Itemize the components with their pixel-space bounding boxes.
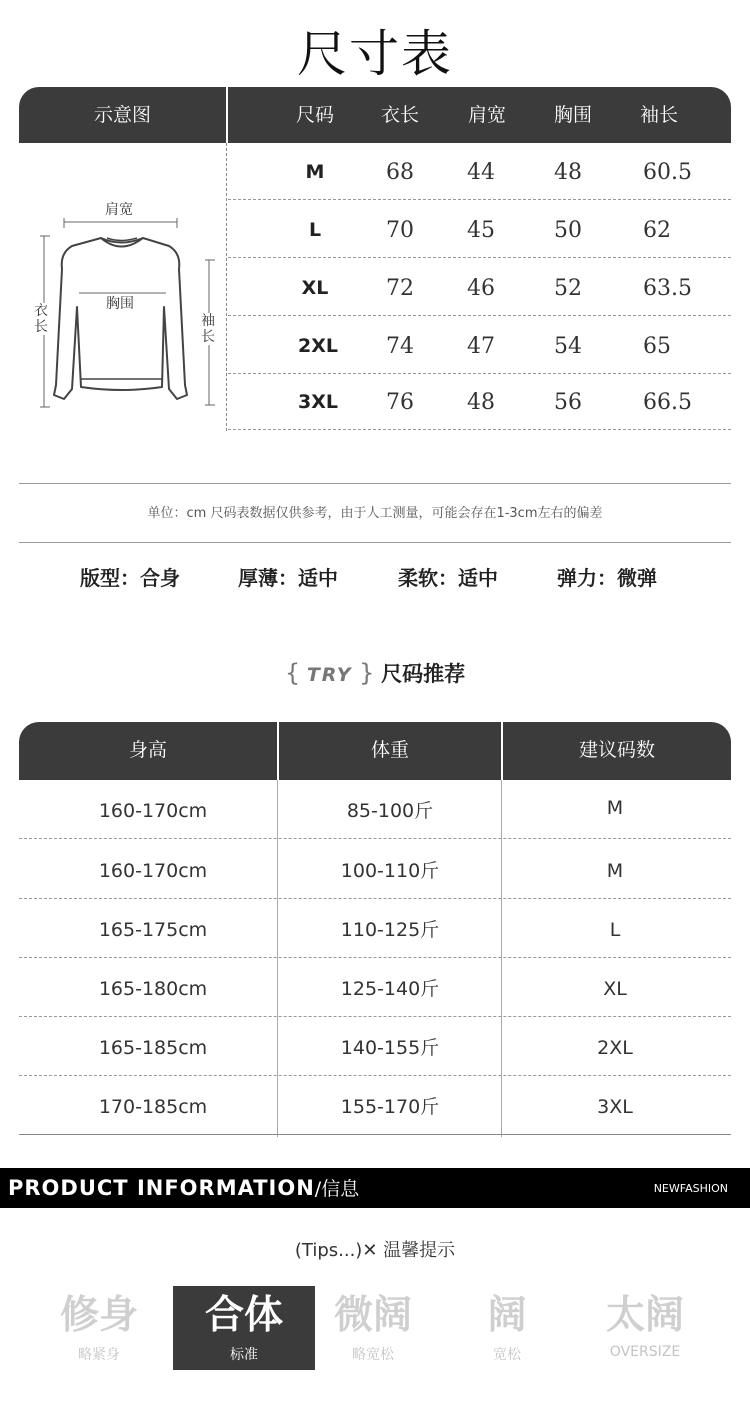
weight-cell: 100-110斤 — [340, 860, 440, 882]
size-row — [228, 143, 731, 200]
size-chart — [19, 87, 731, 431]
height-cell: 165-185cm — [98, 1037, 208, 1059]
table-row — [19, 840, 731, 899]
sleeve-cell: 60.5 — [643, 160, 692, 185]
chest-label: 胸围 — [106, 296, 134, 312]
banner-title — [8, 1168, 359, 1209]
table-row — [19, 1076, 731, 1135]
size-row — [228, 259, 731, 316]
size-chart-header — [19, 87, 731, 143]
size-cell: M — [305, 161, 325, 183]
shoulder-cell: 44 — [467, 160, 495, 185]
header-size: 尺码 — [295, 104, 334, 126]
weight-cell: 110-125斤 — [340, 919, 440, 941]
size-row — [228, 373, 731, 430]
shoulder-cell: 48 — [467, 390, 495, 415]
fit-name: 阔 — [487, 1293, 527, 1338]
shoulder-cell: 46 — [467, 276, 495, 301]
header-length: 衣长 — [380, 104, 419, 126]
table-row — [19, 780, 731, 839]
tips-heading: (Tips...)✕ 温馨提示 — [294, 1240, 456, 1261]
header-chest: 胸围 — [553, 104, 592, 126]
length-cell: 76 — [386, 390, 414, 415]
fit-option-slim — [28, 1286, 170, 1370]
recommend-header — [19, 722, 731, 780]
weight-cell: 155-170斤 — [340, 1096, 440, 1118]
page-title: 尺寸表 — [297, 25, 453, 83]
header-suggested-size: 建议码数 — [578, 739, 655, 761]
chest-cell: 56 — [554, 390, 582, 415]
fit-option-oversize — [574, 1286, 716, 1370]
size-row — [228, 317, 731, 374]
shoulder-cell: 47 — [467, 334, 495, 359]
size-cell: L — [609, 919, 621, 941]
attr-fit: 版型：合身 — [80, 566, 180, 590]
size-cell: M — [606, 797, 624, 819]
fit-option-relaxed — [302, 1286, 444, 1370]
brace-close: } — [359, 659, 375, 687]
sleeve-cell: 66.5 — [643, 390, 692, 415]
divider-line — [19, 542, 731, 543]
sweatshirt-diagram — [19, 143, 226, 431]
banner-title-cn: /信息 — [314, 1178, 360, 1200]
sleeve-cell: 62 — [643, 218, 671, 243]
height-cell: 165-180cm — [98, 978, 208, 1000]
fit-name: 微阔 — [333, 1293, 412, 1338]
header-sleeve: 袖长 — [639, 104, 678, 126]
measurement-note: 单位：cm 尺码表数据仅供参考，由于人工测量，可能会存在1-3cm左右的偏差 — [147, 506, 603, 521]
height-cell: 170-185cm — [98, 1096, 208, 1118]
attr-thickness: 厚薄：适中 — [238, 566, 338, 590]
fit-desc: 宽松 — [493, 1347, 521, 1363]
table-row — [19, 958, 731, 1017]
header-shoulder: 肩宽 — [467, 104, 506, 126]
height-cell: 165-175cm — [98, 919, 208, 941]
chest-cell: 54 — [554, 334, 582, 359]
size-cell: XL — [603, 978, 627, 1000]
size-cell: 2XL — [597, 1037, 633, 1059]
length-cell: 68 — [386, 160, 414, 185]
length-cell: 70 — [386, 218, 414, 243]
try-heading — [0, 658, 750, 688]
weight-cell: 85-100斤 — [346, 800, 434, 822]
header-divider — [226, 87, 228, 143]
sleeve-cell: 65 — [643, 334, 671, 359]
size-cell: M — [606, 860, 624, 882]
diagram-divider — [226, 143, 227, 431]
height-cell: 160-170cm — [98, 860, 208, 882]
divider-line — [19, 483, 731, 484]
chest-cell: 52 — [554, 276, 582, 301]
size-cell: XL — [301, 277, 329, 299]
fit-name: 太阔 — [605, 1293, 684, 1338]
attr-softness: 柔软：适中 — [398, 566, 498, 590]
weight-cell: 140-155斤 — [340, 1037, 440, 1059]
header-weight: 体重 — [370, 739, 409, 761]
header-height: 身高 — [128, 739, 167, 761]
weight-cell: 125-140斤 — [340, 978, 440, 1000]
sweatshirt-icon — [19, 143, 226, 431]
size-cell: L — [308, 219, 322, 241]
brace-open: { — [284, 659, 301, 687]
fit-desc: 标准 — [230, 1347, 258, 1363]
size-cell: 3XL — [597, 1096, 633, 1118]
table-row — [19, 1017, 731, 1076]
fit-desc: OVERSIZE — [609, 1344, 681, 1360]
height-cell: 160-170cm — [98, 800, 208, 822]
fit-option-loose — [436, 1286, 578, 1370]
product-info-banner — [0, 1168, 750, 1208]
length-cell: 72 — [386, 276, 414, 301]
size-row — [228, 201, 731, 258]
recommend-title: 尺码推荐 — [381, 662, 466, 686]
shoulder-label: 肩宽 — [105, 202, 133, 218]
banner-title-en: PRODUCT INFORMATION — [8, 1176, 315, 1200]
attributes-row — [0, 562, 750, 592]
shoulder-cell: 45 — [467, 218, 495, 243]
table-row — [19, 899, 731, 958]
chest-cell: 48 — [554, 160, 582, 185]
try-word: TRY — [306, 664, 353, 686]
size-cell: 3XL — [298, 391, 338, 413]
attr-elasticity: 弹力：微弹 — [557, 566, 657, 590]
length-label: 衣长 — [34, 303, 48, 335]
banner-brand: NEWFASHION — [653, 1182, 728, 1195]
fit-name: 修身 — [59, 1293, 138, 1338]
size-cell: 2XL — [298, 335, 338, 357]
length-cell: 74 — [386, 334, 414, 359]
chest-cell: 50 — [554, 218, 582, 243]
sleeve-cell: 63.5 — [643, 276, 692, 301]
fit-option-regular — [173, 1286, 315, 1370]
fit-desc: 略宽松 — [352, 1347, 394, 1363]
fit-name: 合体 — [204, 1293, 283, 1338]
header-diagram: 示意图 — [93, 104, 151, 126]
fit-desc: 略紧身 — [78, 1347, 120, 1363]
sleeve-label: 袖长 — [201, 313, 215, 345]
